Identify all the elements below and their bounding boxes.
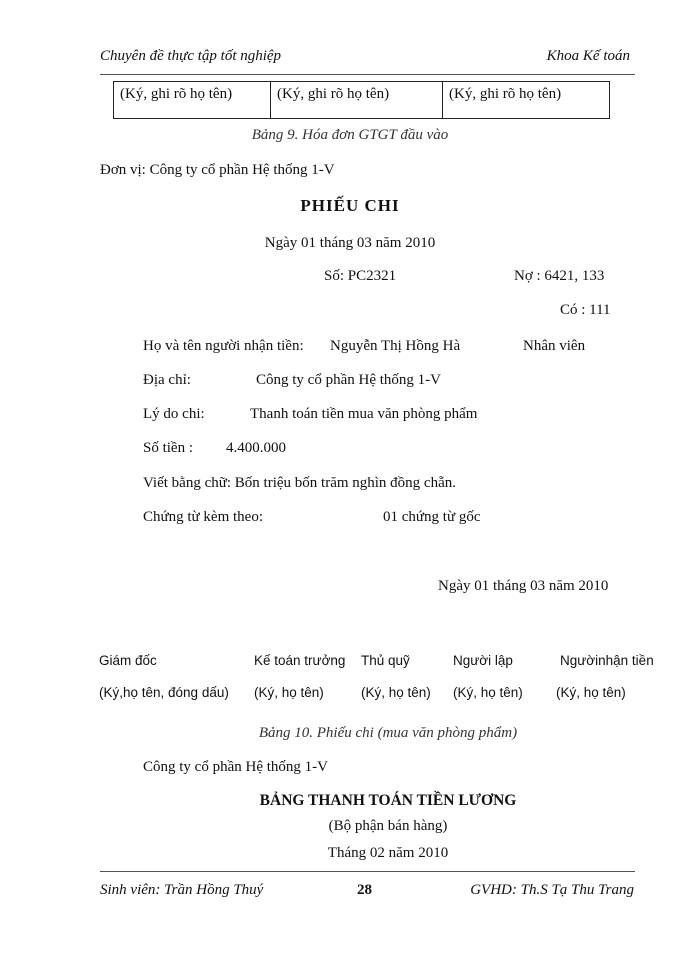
signer-note: (Ký, họ tên) xyxy=(453,685,523,700)
amount-label: Số tiền : xyxy=(143,440,194,456)
reason-label: Lý do chi: xyxy=(143,406,205,422)
amount-value: 4.400.000 xyxy=(226,440,286,456)
recipient-label: Họ và tên người nhận tiền: xyxy=(143,338,304,354)
attachments-value: 01 chứng từ gốc xyxy=(383,509,481,525)
attachments-label: Chứng từ kèm theo: xyxy=(143,509,263,525)
voucher-date: Ngày 01 tháng 03 năm 2010 xyxy=(264,235,436,251)
payroll-month: Tháng 02 năm 2010 xyxy=(327,845,449,861)
payroll-title: BẢNG THANH TOÁN TIỀN LƯƠNG xyxy=(259,792,517,809)
amount-in-words: Viết bằng chữ: Bốn triệu bốn trăm nghìn đồng chẵn. xyxy=(143,475,457,491)
signer-note: (Ký,họ tên, đóng dấu) xyxy=(99,685,229,700)
recipient-role: Nhân viên xyxy=(523,338,586,354)
footer-advisor: GVHD: Th.S Tạ Thu Trang xyxy=(470,882,634,898)
recipient-name: Nguyễn Thị Hồng Hà xyxy=(330,338,461,354)
signature-cell: (Ký, ghi rõ họ tên) xyxy=(114,82,271,119)
address-label: Địa chỉ: xyxy=(143,372,191,388)
debit-accounts: Nợ : 6421, 133 xyxy=(514,268,605,284)
footer-student: Sinh viên: Trần Hồng Thuý xyxy=(100,882,264,898)
credit-accounts: Có : 111 xyxy=(560,302,611,318)
signer-title: Ngườinhận tiền xyxy=(560,653,654,668)
voucher-number: Số: PC2321 xyxy=(324,268,397,284)
signer-note: (Ký, họ tên) xyxy=(361,685,431,700)
signature-table xyxy=(113,81,610,119)
signer-note: (Ký, họ tên) xyxy=(254,685,324,700)
unit-line: Đơn vị: Công ty cổ phần Hệ thống 1-V xyxy=(100,162,335,178)
footer-rule xyxy=(100,871,635,872)
signer-title: Thủ quỹ xyxy=(361,653,410,668)
voucher-title: PHIẾU CHI xyxy=(300,196,400,215)
header-rule xyxy=(100,74,635,75)
signature-cell: (Ký, ghi rõ họ tên) xyxy=(271,82,443,119)
payroll-department: (Bộ phận bán hàng) xyxy=(328,818,448,834)
address-value: Công ty cổ phần Hệ thống 1-V xyxy=(256,372,441,388)
signing-date: Ngày 01 tháng 03 năm 2010 xyxy=(438,578,609,594)
signature-cell: (Ký, ghi rõ họ tên) xyxy=(443,82,610,119)
caption-table-10: Bảng 10. Phiếu chi (mua văn phòng phẩm) xyxy=(258,725,518,741)
page-number: 28 xyxy=(357,882,372,898)
header-right: Khoa Kế toán xyxy=(546,48,630,64)
signer-title: Người lập xyxy=(453,653,513,668)
signer-note: (Ký, họ tên) xyxy=(556,685,626,700)
signer-title: Kế toán trưởng xyxy=(254,653,346,668)
next-company: Công ty cổ phần Hệ thống 1-V xyxy=(143,759,328,775)
caption-table-9: Bảng 9. Hóa đơn GTGT đầu vào xyxy=(251,127,449,143)
signer-title: Giám đốc xyxy=(99,653,157,668)
reason-value: Thanh toán tiền mua văn phòng phẩm xyxy=(250,406,478,422)
header-left: Chuyên đề thực tập tốt nghiệp xyxy=(100,48,282,64)
